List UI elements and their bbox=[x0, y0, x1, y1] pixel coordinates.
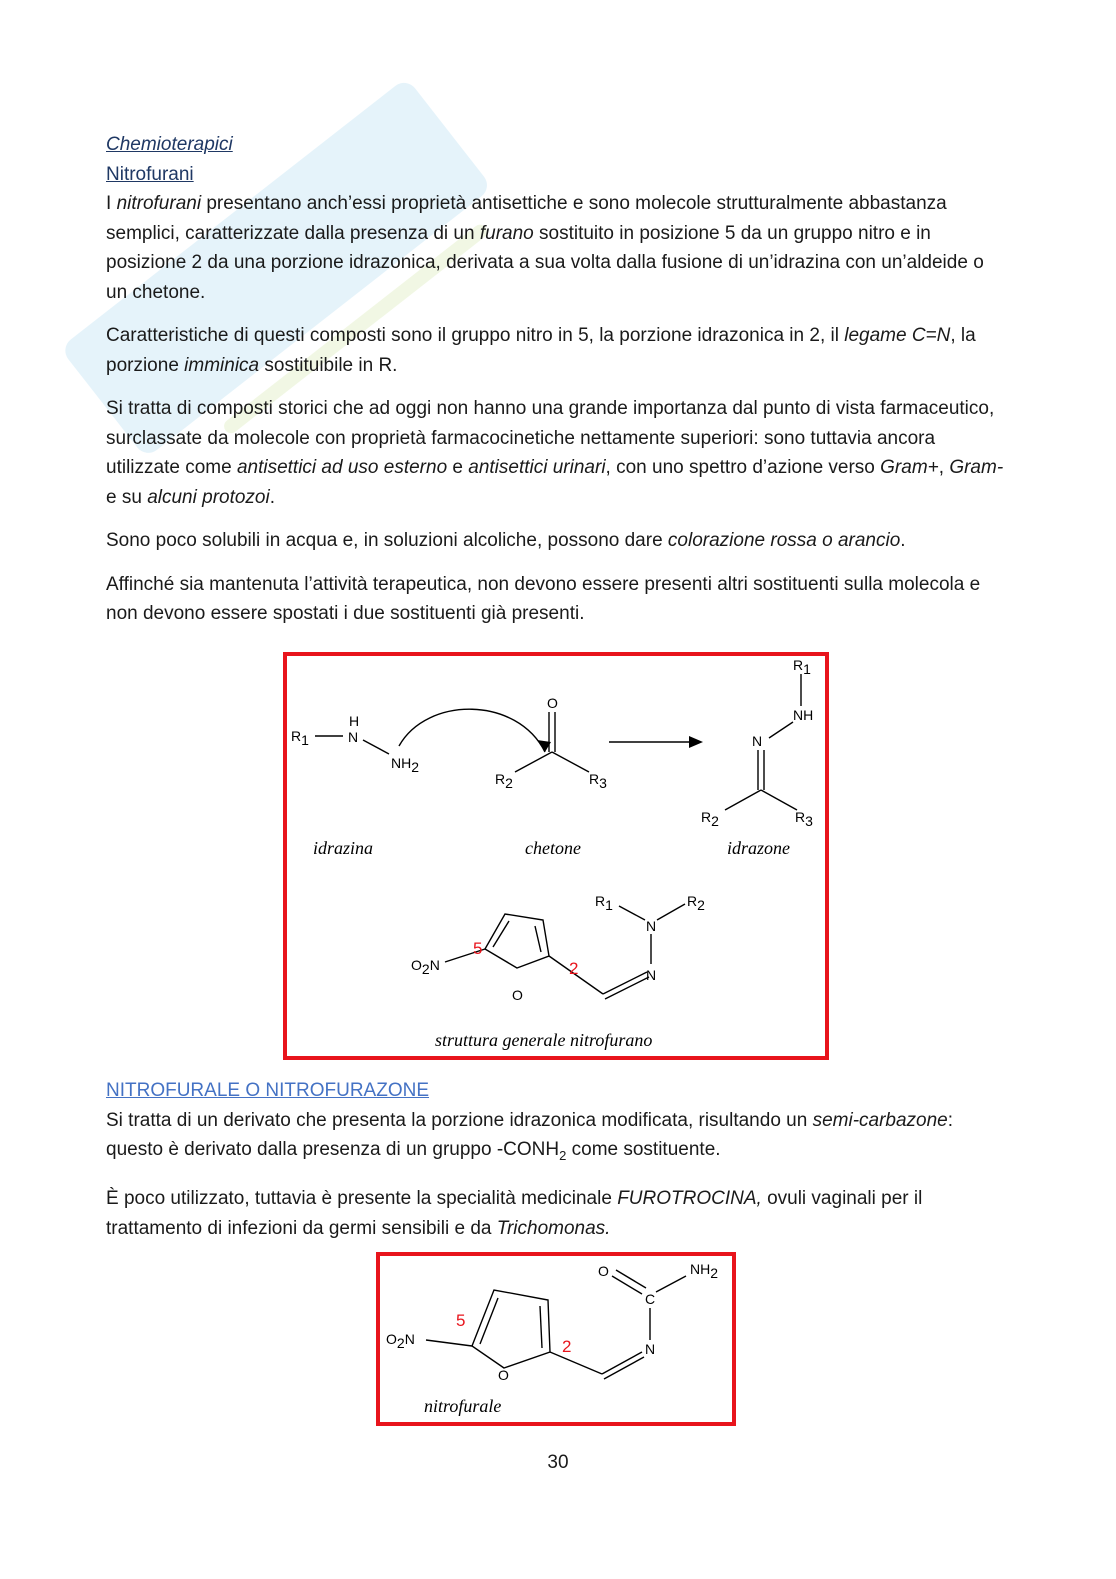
caption-nitrofurale: nitrofurale bbox=[424, 1396, 502, 1416]
page-number: 30 bbox=[547, 1452, 569, 1473]
section2-content bbox=[106, 1076, 1006, 1257]
main-content bbox=[106, 130, 1006, 643]
caption-idrazone: idrazone bbox=[727, 838, 790, 858]
paragraph-intro: I nitrofurani presentano anch’essi proprietà antisettiche e sono molecole strutturalmente abbastanza semplici, caratterizzate dalla presenza di un furano sostituito in posizione 5 da un gruppo nitro e in posizione 2 da una porzione idrazonica, derivata a sua volta dalla fusione di un’idrazina con un’aldeide o un chetone. bbox=[106, 193, 984, 303]
label-nitro-group-2: O2N bbox=[386, 1331, 415, 1351]
label-ketone-o: O bbox=[547, 695, 558, 711]
section2-title: NITROFURALE O NITROFURAZONE bbox=[106, 1080, 430, 1101]
label-amide-nh2: NH2 bbox=[690, 1261, 719, 1281]
caption-chetone: chetone bbox=[525, 838, 581, 858]
paragraph-furotrocina: È poco utilizzato, tuttavia è presente la specialità medicinale FUROTROCINA, ovuli vaginali per il trattamento di infezioni da germi sensibili e da Trichomonas. bbox=[106, 1188, 923, 1239]
label-position-5-2: 5 bbox=[456, 1311, 466, 1330]
label-nitro-group: O2N bbox=[411, 957, 440, 977]
figure-hydrazone-formation bbox=[283, 652, 829, 1060]
paragraph-usage: Si tratta di composti storici che ad oggi non hanno una grande importanza dal punto di vista farmaceutico, surclassate da molecole con proprietà farmacocinetiche nettamente superiori: sono tuttavia ancora utilizzate come antisettici ad uso esterno e antisettici urinari, con uno spettro d’azione verso Gram+, Gram- e su alcuni protozoi. bbox=[106, 398, 1004, 508]
label-n-lower: N bbox=[646, 967, 657, 983]
paragraph-semicarbazone: Si tratta di un derivato che presenta la porzione idrazonica modificata, risultando un semi-carbazone: questo è derivato dalla presenza di un gruppo $-CONH_2$ come sostituente. bbox=[106, 1109, 954, 1163]
label-hydrazone-r3: R3 bbox=[795, 809, 813, 829]
figure1-svg bbox=[287, 656, 825, 1056]
label-hydrazone-r1: R1 bbox=[793, 657, 811, 677]
label-r2: R2 bbox=[495, 771, 513, 791]
section-heading: Nitrofurani bbox=[106, 163, 194, 185]
paragraph-characteristics: Caratteristiche di questi composti sono il gruppo nitro in 5, la porzione idrazonica in 2, il legame C=N, la porzione imminica sostituibile in R. bbox=[106, 325, 976, 376]
caption-idrazina: idrazina bbox=[313, 838, 374, 858]
label-position-2: 2 bbox=[569, 959, 579, 978]
label-r3: R3 bbox=[589, 771, 607, 791]
label-n: N bbox=[348, 729, 359, 745]
page-heading: Chemioterapici bbox=[106, 134, 233, 155]
label-position-2-2: 2 bbox=[562, 1337, 572, 1356]
label-r1: R1 bbox=[291, 728, 309, 748]
label-furan-o: O bbox=[512, 987, 523, 1003]
label-nitrofuran-r1: R1 bbox=[595, 893, 613, 913]
label-imine-n: N bbox=[645, 1341, 656, 1357]
label-hydrazone-n: N bbox=[752, 733, 763, 749]
label-furan-o-2: O bbox=[498, 1367, 509, 1383]
figure-nitrofurale bbox=[376, 1252, 736, 1426]
caption-general-structure: struttura generale nitrofurano bbox=[435, 1030, 653, 1050]
label-nh2: NH2 bbox=[391, 755, 420, 775]
label-nitrofuran-r2: R2 bbox=[687, 893, 705, 913]
paragraph-solubility: Sono poco solubili in acqua e, in soluzioni alcoliche, possono dare colorazione rossa o arancio. bbox=[106, 530, 906, 551]
label-hydrazone-nh: NH bbox=[793, 707, 814, 723]
label-carbonyl-o: O bbox=[598, 1263, 609, 1279]
label-hydrazone-r2: R2 bbox=[701, 809, 719, 829]
label-n-upper: N bbox=[646, 918, 657, 934]
figure2-svg bbox=[380, 1256, 732, 1422]
label-position-5: 5 bbox=[473, 939, 483, 958]
label-carbon: C bbox=[645, 1291, 656, 1307]
label-h: H bbox=[349, 713, 360, 729]
paragraph-activity: Affinché sia mantenuta l’attività terapeutica, non devono essere presenti altri sostituenti sulla molecola e non devono essere spostati i due sostituenti già presenti. bbox=[106, 573, 981, 624]
